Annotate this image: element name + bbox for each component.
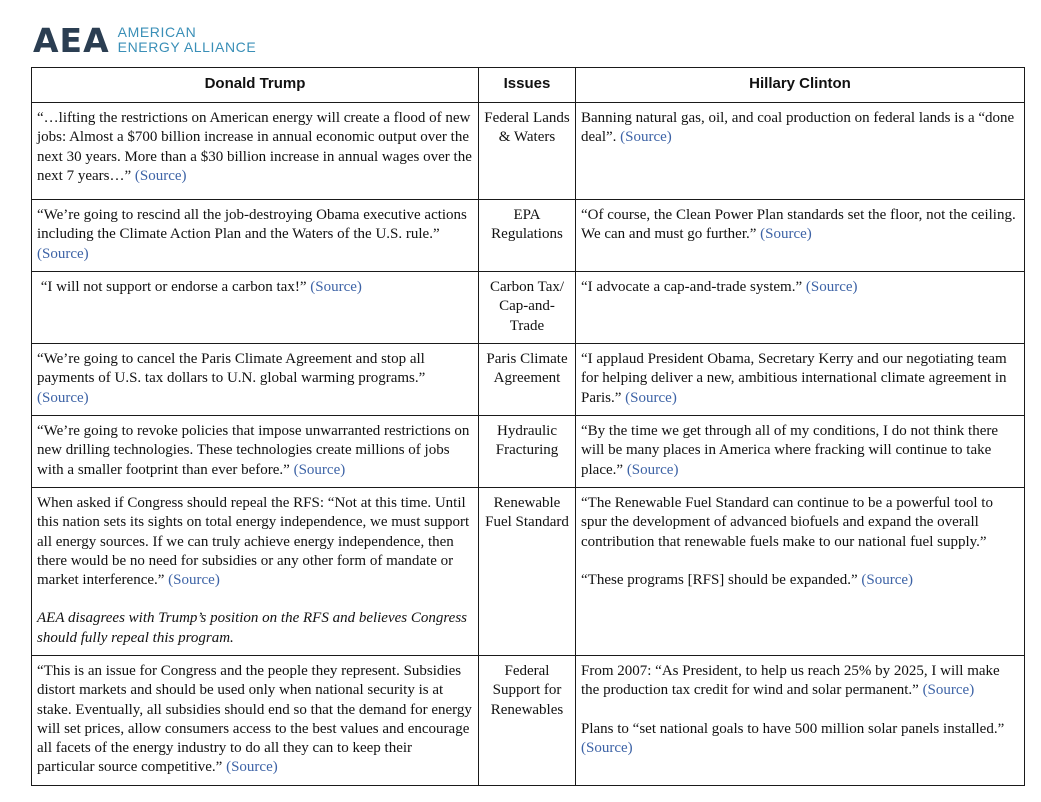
trump-quote: “…lifting the restrictions on American energy will create a flood of new jobs: Almost a $700 billion increase in annual economic output over the next 30 years. More than a $30 billion increase in annual wages over the next 7 years…” bbox=[37, 110, 472, 184]
clinton-cell bbox=[576, 656, 1025, 786]
trump-cell bbox=[32, 272, 479, 344]
source-link[interactable]: (Source) bbox=[626, 461, 679, 478]
table-row bbox=[32, 488, 1025, 656]
trump-cell bbox=[32, 488, 479, 656]
source-link[interactable]: (Source) bbox=[134, 167, 187, 184]
clinton-cell bbox=[576, 416, 1025, 488]
header-clinton: Hillary Clinton bbox=[576, 68, 1025, 103]
issue-cell: Renewable Fuel Standard bbox=[479, 488, 576, 656]
source-link[interactable]: (Source) bbox=[760, 226, 812, 243]
source-link[interactable]: (Source) bbox=[805, 279, 858, 295]
table-row bbox=[32, 344, 1025, 416]
table-header-row bbox=[32, 68, 1025, 103]
aea-note: AEA disagrees with Trump’s position on the RFS and believes Congress should fully repeal this program. bbox=[37, 610, 467, 646]
table-row bbox=[32, 656, 1025, 786]
trump-quote: When asked if Congress should repeal the RFS: “Not at this time. Until this nation sets its sights on total energy independence, we must support all energy sources. If we can truly achieve energy independence, then there would be no need for subsidies or any other form of mandate or market interference.” bbox=[37, 495, 470, 589]
table-row bbox=[32, 103, 1025, 200]
issue-cell: Carbon Tax/ Cap-and-Trade bbox=[479, 272, 576, 344]
clinton-quote: “Of course, the Clean Power Plan standards set the floor, not the ceiling. We can and must go further.” bbox=[581, 207, 1016, 243]
table-row bbox=[32, 272, 1025, 344]
aea-logo bbox=[33, 20, 256, 60]
clinton-cell bbox=[576, 200, 1025, 272]
trump-cell bbox=[32, 103, 479, 200]
trump-cell bbox=[32, 656, 479, 786]
clinton-quote: Banning natural gas, oil, and coal production on federal lands is a “done deal”. bbox=[581, 110, 1015, 146]
source-link[interactable]: (Source) bbox=[922, 682, 975, 699]
table-row bbox=[32, 416, 1025, 488]
issue-cell: Paris Climate Agreement bbox=[479, 344, 576, 416]
clinton-quote-2: Plans to “set national goals to have 500 million solar panels installed.” bbox=[581, 720, 1005, 737]
trump-cell bbox=[32, 416, 479, 488]
source-link[interactable]: (Source) bbox=[168, 572, 220, 589]
source-link[interactable]: (Source) bbox=[625, 389, 677, 406]
comparison-table bbox=[31, 67, 1025, 786]
logo-line-1: AMERICAN bbox=[117, 24, 197, 40]
clinton-quote: “I advocate a cap-and-trade system.” bbox=[581, 279, 803, 295]
clinton-cell bbox=[576, 488, 1025, 656]
trump-quote: “We’re going to revoke policies that impose unwarranted restrictions on new drilling technologies. These technologies create millions of jobs with a smaller footprint than ever before.” bbox=[37, 423, 470, 478]
issue-cell: Federal Support for Renewables bbox=[479, 656, 576, 786]
clinton-quote: From 2007: “As President, to help us reach 25% by 2025, I will make the production tax credit for wind and solar permanent.” bbox=[581, 663, 1000, 699]
clinton-cell bbox=[576, 272, 1025, 344]
trump-quote: “We’re going to rescind all the job-destroying Obama executive actions including the Climate Action Plan and the Waters of the U.S. rule.” bbox=[37, 207, 467, 243]
clinton-quote-2: “These programs [RFS] should be expanded.” bbox=[581, 571, 858, 588]
trump-quote: “We’re going to cancel the Paris Climate Agreement and stop all payments of U.S. tax dollars to U.N. global warming programs.” bbox=[37, 351, 426, 387]
clinton-quote: “I applaud President Obama, Secretary Kerry and our negotiating team for helping deliver a new, ambitious international climate agreement in Paris.” bbox=[581, 351, 1007, 406]
logo-wordmark bbox=[118, 25, 257, 55]
source-link[interactable]: (Source) bbox=[581, 739, 633, 756]
trump-cell bbox=[32, 344, 479, 416]
issue-cell: Hydraulic Fracturing bbox=[479, 416, 576, 488]
clinton-quote: “By the time we get through all of my conditions, I do not think there will be many places in America where fracking will continue to take place.” bbox=[581, 423, 999, 478]
source-link[interactable]: (Source) bbox=[37, 245, 89, 262]
logo-mark: AEA bbox=[33, 20, 110, 60]
logo-line-2: ENERGY ALLIANCE bbox=[117, 39, 257, 55]
clinton-cell bbox=[576, 344, 1025, 416]
clinton-quote: “The Renewable Fuel Standard can continue to be a powerful tool to spur the development of advanced biofuels and expand the overall contribution that renewable fuels make to our national fuel supply.” bbox=[581, 495, 993, 550]
source-link[interactable]: (Source) bbox=[310, 279, 362, 295]
trump-quote: “This is an issue for Congress and the people they represent. Subsidies distort markets and should be used only when national security is at stake. Eventually, all subsidies should end so that the demand for energy will set prices, allow consumers access to the best values and encourage all facets of the energy industry to do all they can to keep their particular source competitive.” bbox=[37, 663, 472, 776]
issue-cell: EPA Regulations bbox=[479, 200, 576, 272]
trump-cell bbox=[32, 200, 479, 272]
source-link[interactable]: (Source) bbox=[226, 759, 278, 776]
trump-quote: “I will not support or endorse a carbon tax!” bbox=[37, 279, 307, 295]
clinton-cell bbox=[576, 103, 1025, 200]
header-issues: Issues bbox=[479, 68, 576, 103]
source-link[interactable]: (Source) bbox=[37, 389, 89, 406]
header-trump: Donald Trump bbox=[32, 68, 479, 103]
source-link[interactable]: (Source) bbox=[620, 129, 672, 146]
source-link[interactable]: (Source) bbox=[293, 461, 346, 478]
table-row bbox=[32, 200, 1025, 272]
issue-cell: Federal Lands & Waters bbox=[479, 103, 576, 200]
source-link[interactable]: (Source) bbox=[861, 571, 914, 588]
